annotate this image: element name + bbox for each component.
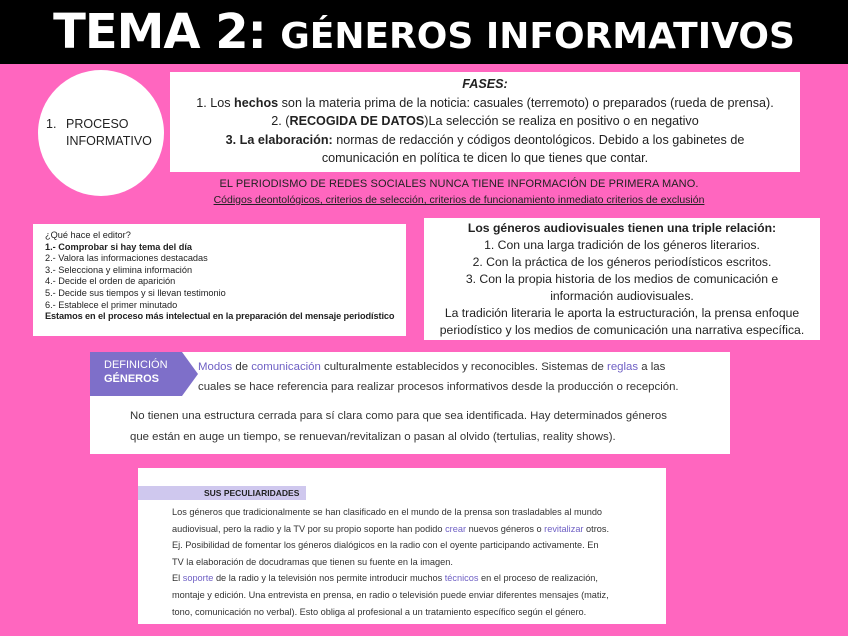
- definicion-line-2: cuales se hace referencia para realizar procesos informativos desde la producción o recepción.: [198, 381, 679, 393]
- hl-modos: Modos: [198, 361, 233, 373]
- peculiaridades-box: [138, 468, 666, 624]
- pec-line: tono, comunicación no verbal). Esto obliga al profesional a un tratamiento específico según el género.: [172, 606, 587, 617]
- title-part-2: GÉNEROS INFORMATIVOS: [280, 16, 795, 57]
- definicion-tag: [90, 352, 182, 396]
- fases-line-4: comunicación en política te dicen lo que tienes que contar.: [321, 151, 649, 165]
- definicion-line-3: No tienen una estructura cerrada para sí clara como para que sea identificada. Hay determinados géneros: [130, 410, 667, 422]
- fases-l2-bold: RECOGIDA DE DATOS: [289, 114, 425, 128]
- editor-box: [33, 224, 406, 336]
- text-span: en el proceso de realización,: [478, 573, 598, 584]
- editor-closing: Estamos en el proceso más intelectual en la preparación del mensaje periodístico: [45, 311, 395, 322]
- circle-label: [46, 116, 156, 150]
- hl-soporte: soporte: [182, 573, 214, 584]
- fases-l2-pre: 2. (: [271, 114, 290, 128]
- fases-title: FASES:: [462, 77, 508, 91]
- definicion-box: [90, 352, 730, 454]
- pec-line: Ej. Posibilidad de fomentar los géneros dialógicos en la radio con el oyente participando activamente. En: [172, 540, 599, 551]
- pec-line: [172, 570, 660, 587]
- peculiaridades-body: [172, 504, 660, 620]
- audiovisual-line: periodístico y los medios de comunicación una narrativa específica.: [439, 323, 805, 337]
- fases-box: [170, 72, 800, 172]
- editor-item: 3.- Selecciona y elimina información: [45, 264, 193, 275]
- title-part-1: TEMA 2:: [53, 4, 266, 60]
- audiovisual-heading: Los géneros audiovisuales tienen una triple relación:: [467, 221, 777, 235]
- text-span: El: [172, 573, 183, 584]
- text-span: a las: [638, 361, 666, 373]
- peculiaridades-heading: SUS PECULIARIDADES: [138, 486, 306, 500]
- audiovisual-box: [424, 218, 820, 340]
- audiovisual-line: información audiovisuales.: [550, 289, 694, 303]
- audiovisual-line: 1. Con una larga tradición de los géneros literarios.: [484, 238, 760, 252]
- fases-line-1: [170, 94, 800, 113]
- hl-tecnicos: técnicos: [444, 573, 479, 584]
- audiovisual-line: La tradición literaria le aporta la estructuración, la prensa enfoque: [444, 306, 800, 320]
- fases-l3-bold: 3. La elaboración:: [225, 132, 333, 147]
- hl-crear: crear: [445, 523, 467, 534]
- text-span: audiovisual, pero la radio y la TV por su propio soporte han podido: [172, 523, 446, 534]
- editor-item: 5.- Decide sus tiempos y si llevan testimonio: [45, 287, 226, 298]
- audiovisual-line: 2. Con la práctica de los géneros periodísticos escritos.: [472, 255, 772, 269]
- definicion-tag-line-2: GÉNEROS: [104, 373, 160, 385]
- page-title: [0, 0, 848, 64]
- circle-line-1: PROCESO: [66, 117, 129, 131]
- pec-line: montaje y edición. Una entrevista en prensa, en radio o televisión puede enviar diferentes mensajes (matiz,: [172, 589, 609, 600]
- tag-arrow-shape: [182, 352, 198, 396]
- pec-line: TV la elaboración de docudramas que tienen su fuente en la imagen.: [172, 556, 453, 567]
- editor-item: 1.- Comprobar si hay tema del día: [45, 241, 193, 252]
- fases-line-2: [170, 112, 800, 131]
- hl-comunicacion: comunicación: [251, 361, 321, 373]
- circle-line-2: INFORMATIVO: [66, 134, 152, 148]
- editor-item: 2.- Valora las informaciones destacadas: [45, 253, 208, 264]
- fases-l1-post: son la materia prima de la noticia: casuales (terremoto) o preparados (rueda de prensa).: [278, 95, 774, 110]
- pec-line: Los géneros que tradicionalmente se han clasificado en el mundo de la prensa son trasladables al mundo: [172, 507, 603, 517]
- redes-sociales-note: EL PERIODISMO DE REDES SOCIALES NUNCA TIENE INFORMACIÓN DE PRIMERA MANO.: [219, 178, 699, 190]
- audiovisual-line: 3. Con la propia historia de los medios de comunicación e: [465, 272, 779, 286]
- circle-number: 1.: [46, 117, 57, 131]
- text-span: de: [232, 361, 252, 373]
- editor-item: 6.- Establece el primer minutado: [45, 299, 178, 310]
- text-span: nuevos géneros o: [466, 523, 545, 534]
- pec-line: [172, 521, 660, 538]
- text-span: culturalmente establecidos y reconocibles. Sistemas de: [320, 361, 608, 373]
- editor-item: 4.- Decide el orden de aparición: [45, 276, 176, 287]
- fases-l1-pre: 1. Los: [196, 95, 235, 110]
- editor-question: ¿Qué hace el editor?: [45, 230, 131, 240]
- definicion-line-1: [198, 361, 665, 373]
- hl-reglas: reglas: [607, 361, 639, 373]
- fases-line-3: [170, 131, 800, 150]
- fases-l1-bold: hechos: [234, 95, 279, 110]
- definicion-tag-line-1: DEFINICIÓN: [104, 359, 168, 371]
- definicion-line-4: que están en auge un tiempo, se renuevan/revitalizan o pasan al olvido (tertulias, reality shows).: [130, 431, 616, 443]
- text-span: de la radio y la televisión nos permite introducir muchos: [213, 573, 445, 584]
- criterios-note: Códigos deontológicos, criterios de selección, criterios de funcionamiento inmediato criterios de exclusión: [213, 194, 705, 206]
- fases-l3-post: normas de redacción y códigos deontológicos. Debido a los gabinetes de: [332, 132, 745, 147]
- fases-l2-post: )La selección se realiza en positivo o en negativo: [424, 114, 699, 128]
- hl-revitalizar: revitalizar: [544, 523, 584, 534]
- text-span: otros.: [583, 523, 610, 534]
